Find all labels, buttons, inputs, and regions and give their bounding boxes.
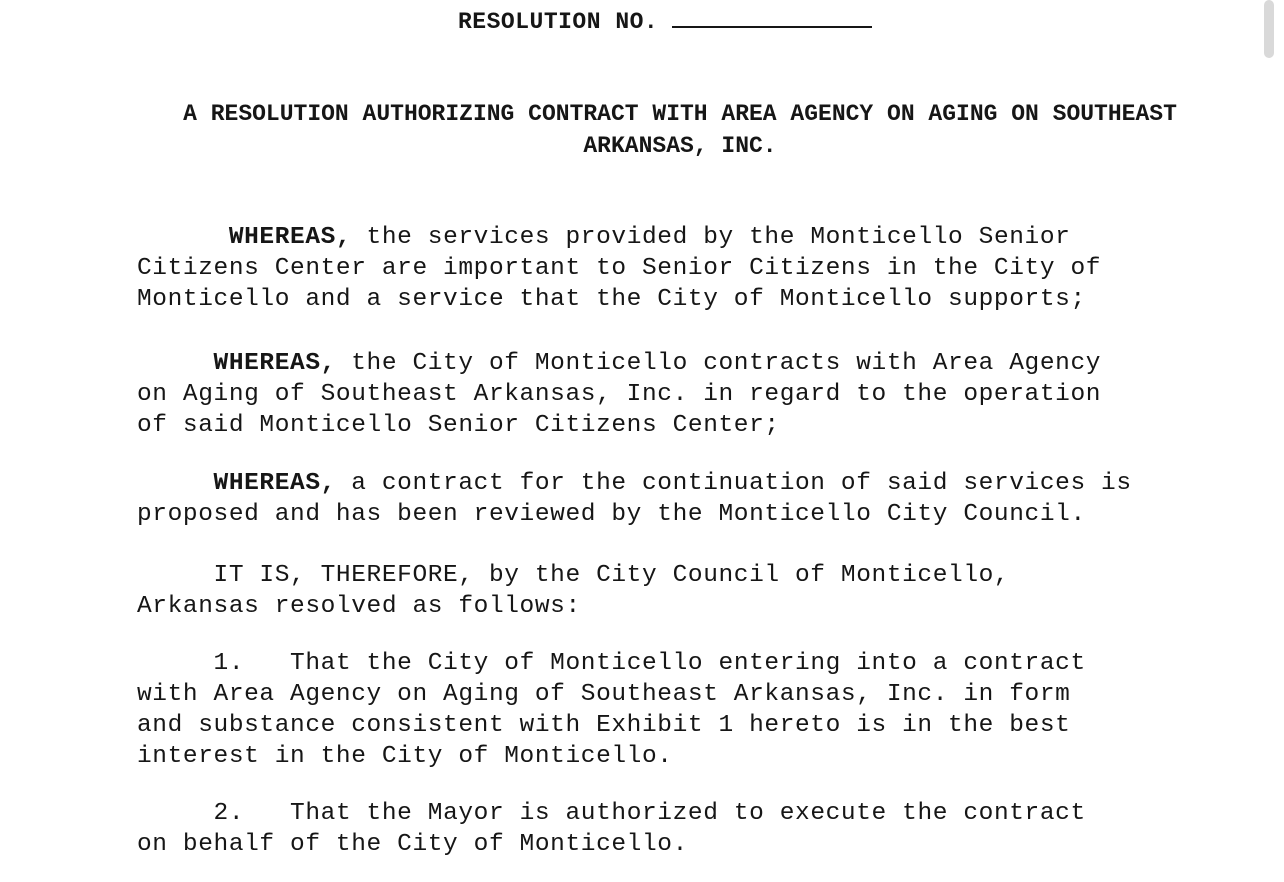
- item-number: 1.: [213, 650, 245, 677]
- whereas-lead: WHEREAS,: [213, 350, 336, 377]
- whereas-paragraph-1: [137, 222, 1227, 315]
- whereas-lead: WHEREAS,: [213, 470, 336, 497]
- vertical-scrollbar[interactable]: [1264, 0, 1274, 58]
- whereas-body: the City of Monticello contracts with Area Agency on Aging of Southeast Arkansas, Inc. in regard to the operation of said Monticello Senior Citizens Center;: [137, 350, 1102, 439]
- resolution-item-1: [137, 648, 1227, 772]
- item-text: That the Mayor is authorized to execute the contract on behalf of the City of Monticello.: [137, 800, 1086, 858]
- whereas-lead: WHEREAS,: [228, 224, 352, 251]
- resolved-paragraph: [137, 560, 1227, 622]
- whereas-paragraph-2: [137, 348, 1227, 441]
- whereas-paragraph-3: [137, 468, 1227, 530]
- resolved-text: IT IS, THEREFORE, by the City Council of Monticello, Arkansas resolved as follows:: [137, 562, 1010, 620]
- whereas-body: a contract for the continuation of said services is proposed and has been reviewed by the Monticello City Council.: [137, 470, 1132, 528]
- resolution-number-line: [458, 6, 872, 35]
- resolution-title: A RESOLUTION AUTHORIZING CONTRACT WITH AREA AGENCY ON AGING ON SOUTHEAST ARKANSAS, INC.: [183, 101, 1177, 159]
- resolution-number-label: RESOLUTION NO.: [458, 9, 659, 35]
- resolution-number-blank: [672, 6, 872, 28]
- item-text: That the City of Monticello entering into a contract with Area Agency on Aging of Southeast Arkansas, Inc. in form and substance consistent with Exhibit 1 hereto is in the best interest in the City of Monticello.: [137, 650, 1086, 770]
- item-number: 2.: [213, 800, 245, 827]
- resolution-item-2: [137, 798, 1227, 860]
- whereas-body: the services provided by the Monticello Senior Citizens Center are important to Senior Citizens in the City of Monticello and a service that the City of Monticello supports;: [137, 224, 1102, 313]
